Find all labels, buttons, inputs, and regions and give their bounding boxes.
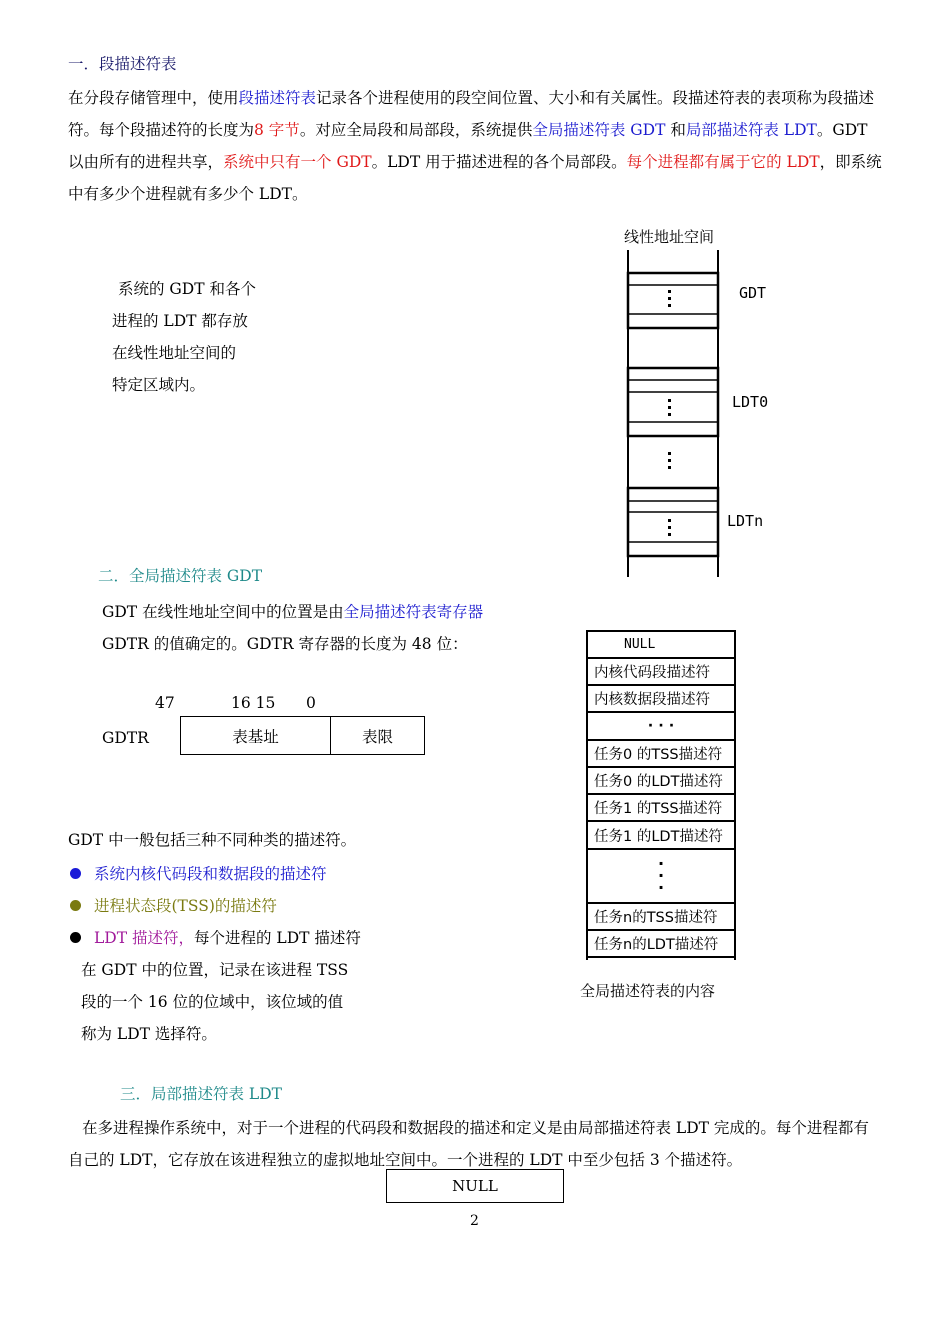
bullet-text: 进程状态段(TSS)的描述符 [94, 897, 277, 915]
gdt-table-caption: 全局描述符表的内容 [580, 982, 716, 1000]
section3-heading: 三．局部描述符表 LDT [120, 1085, 282, 1103]
gdt-types-list [68, 858, 361, 1050]
paragraph-run: 。GDT 以由所有的进程共享， [68, 121, 868, 171]
bullet-continuation: 段的一个 16 位的位域中，该位域的值 [81, 993, 344, 1011]
bullet-continuation: 在 GDT 中的位置，记录在该进程 TSS [81, 961, 349, 979]
gdt-label: GDT [739, 284, 767, 302]
paragraph-run: 在分段存储管理中，使用 [68, 89, 239, 107]
gdt-table-row: · · · [588, 713, 734, 741]
bit-0-label: 0 [306, 694, 316, 712]
bullet-continuation: 称为 LDT 选择符。 [81, 1025, 217, 1043]
side-note-line: 系统的 GDT 和各个 [118, 280, 257, 298]
gdtr-limit-field: 表限 [330, 716, 425, 755]
gdt-table-row: 任务0 的TSS描述符 [588, 741, 734, 768]
bit-16-15-label: 16 15 [231, 694, 276, 712]
ldt-null-entry: NULL [386, 1169, 564, 1203]
gdt-table-row: 任务n的LDT描述符 [588, 931, 734, 958]
gdtr-term: 全局描述符表寄存器 [343, 603, 484, 621]
paragraph-run: ，即系统中有多少个进程就有多少个 LDT。 [68, 153, 882, 203]
paragraph-run: 段描述符表 [238, 89, 317, 107]
ldt0-label: LDT0 [732, 393, 769, 411]
paragraph-run: 和 [665, 121, 686, 139]
bullet-icon [70, 932, 81, 943]
paragraph-run: 局部描述符表 LDT [685, 121, 817, 139]
list-item [68, 922, 361, 954]
bit-47-label: 47 [155, 694, 175, 712]
gdt-table-row: 任务1 的TSS描述符 [588, 795, 734, 822]
gdt-table-row: · · · [588, 850, 734, 904]
paragraph-run: 8 字节 [254, 121, 300, 139]
side-note [112, 273, 256, 401]
paragraph-run: 记录各个进程使用的段空间位置、大小和有关属性。段描述符表的表项称为段描述符。每个段描述符的长度为 [68, 89, 875, 139]
list-item [68, 890, 361, 922]
page-number: 2 [470, 1213, 479, 1229]
gdt-table-row: 内核代码段描述符 [588, 659, 734, 686]
bullet-text: 系统内核代码段和数据段的描述符 [94, 865, 327, 883]
section2-intro [102, 596, 483, 660]
paragraph-run: 。对应全局段和局部段，系统提供 [299, 121, 533, 139]
section2-line1: GDT 在线性地址空间中的位置是由 [102, 603, 344, 621]
address-space-diagram [590, 222, 810, 582]
figure-title: 线性地址空间 [624, 228, 715, 246]
side-note-line: 在线性地址空间的 [112, 344, 237, 362]
paragraph-run: 每个进程都有属于它的 LDT [626, 153, 820, 171]
gdt-table-row: 任务1 的LDT描述符 [588, 822, 734, 850]
linear-address-figure [590, 222, 810, 582]
gdt-table-row: 任务n的TSS描述符 [588, 904, 734, 931]
gdt-types-intro: GDT 中一般包括三种不同种类的描述符。 [68, 831, 357, 849]
list-item [68, 858, 361, 890]
gdt-table-row: NULL [588, 632, 734, 659]
section1-heading: 一．段描述符表 [68, 55, 177, 73]
section2-line2: GDTR 的值确定的。GDTR 寄存器的长度为 48 位： [102, 635, 468, 653]
paragraph-run: 。LDT 用于描述进程的各个局部段。 [371, 153, 627, 171]
gdtr-base-field: 表基址 [180, 716, 331, 755]
side-note-line: 进程的 LDT 都存放 [112, 312, 248, 330]
bullet-text: 每个进程的 LDT 描述符 [194, 929, 361, 947]
gdtr-label: GDTR [102, 729, 149, 747]
side-note-line: 特定区域内。 [112, 376, 206, 394]
ldtn-label: LDTn [727, 512, 764, 530]
bullet-text-colored: LDT 描述符， [94, 929, 194, 947]
gdt-table-row: 内核数据段描述符 [588, 686, 734, 713]
paragraph-run: 全局描述符表 GDT [532, 121, 666, 139]
gdt-contents-table [586, 630, 736, 960]
bullet-icon [70, 900, 81, 911]
section3-paragraph: 在多进程操作系统中，对于一个进程的代码段和数据段的描述和定义是由局部描述符表 LDT 完成的。每个进程都有自己的 LDT，它存放在该进程独立的虚拟地址空间中。一个进程的 LDT 中至少包括 3 个描述符。 [68, 1119, 869, 1169]
gdt-table-row: 任务0 的LDT描述符 [588, 768, 734, 795]
section2-heading: 二．全局描述符表 GDT [98, 567, 263, 585]
section1-paragraph [68, 82, 882, 210]
paragraph-run: 系统中只有一个 GDT [223, 153, 372, 171]
bullet-icon [70, 868, 81, 879]
